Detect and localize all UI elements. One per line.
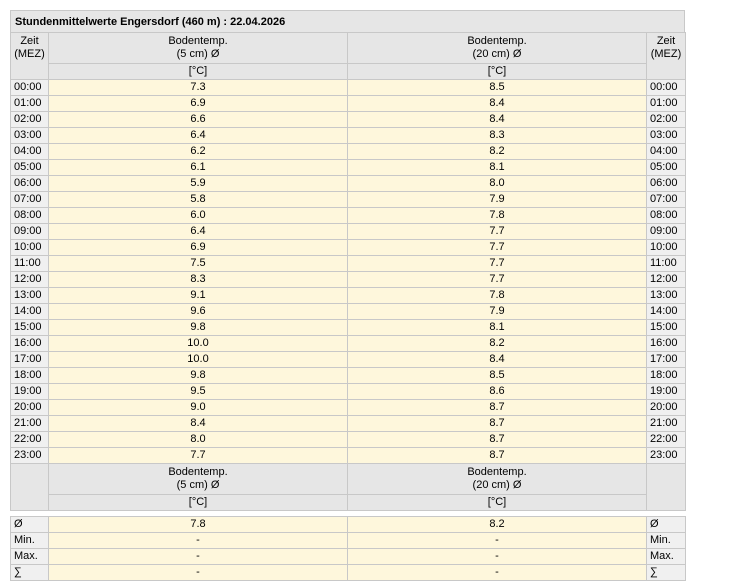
- footer-unit-5cm: [°C]: [49, 495, 348, 511]
- table-row: [11, 352, 686, 368]
- value-5cm: 6.0: [49, 208, 348, 224]
- unit-20cm: [°C]: [348, 64, 647, 80]
- col-header-20cm-title: Bodentemp.: [467, 35, 527, 47]
- value-20cm: 7.9: [348, 304, 647, 320]
- time-cell-right: 12:00: [647, 272, 686, 288]
- table-row: [11, 160, 686, 176]
- value-20cm: 8.7: [348, 416, 647, 432]
- time-cell: 07:00: [11, 192, 49, 208]
- time-cell: 22:00: [11, 432, 49, 448]
- value-5cm: 5.8: [49, 192, 348, 208]
- table-row: [11, 240, 686, 256]
- value-5cm: 6.1: [49, 160, 348, 176]
- footer-col-header-5cm-sub: (5 cm) Ø: [176, 479, 220, 491]
- time-zone-label: (MEZ): [14, 48, 45, 60]
- unit-5cm: [°C]: [49, 64, 348, 80]
- time-cell-right: 06:00: [647, 176, 686, 192]
- value-20cm: 8.1: [348, 320, 647, 336]
- value-5cm: 6.9: [49, 240, 348, 256]
- time-cell-right: 07:00: [647, 192, 686, 208]
- value-5cm: 8.0: [49, 432, 348, 448]
- time-cell-right: 03:00: [647, 128, 686, 144]
- time-cell-right: 08:00: [647, 208, 686, 224]
- time-cell-right: 16:00: [647, 336, 686, 352]
- time-cell: 15:00: [11, 320, 49, 336]
- value-5cm: 9.8: [49, 368, 348, 384]
- stat-value-20cm: -: [348, 549, 647, 565]
- footer-col-header-20cm-sub: (20 cm) Ø: [472, 479, 522, 491]
- time-cell: 14:00: [11, 304, 49, 320]
- footer-unit-20cm: [°C]: [348, 495, 647, 511]
- time-cell: 06:00: [11, 176, 49, 192]
- table-title: Stundenmittelwerte Engersdorf (460 m) : 22.04.2026: [10, 10, 685, 32]
- value-20cm: 8.5: [348, 368, 647, 384]
- stat-row: [11, 549, 686, 565]
- value-5cm: 10.0: [49, 352, 348, 368]
- time-cell: 08:00: [11, 208, 49, 224]
- value-20cm: 7.8: [348, 288, 647, 304]
- value-20cm: 7.7: [348, 256, 647, 272]
- value-5cm: 8.3: [49, 272, 348, 288]
- time-cell-right: 21:00: [647, 416, 686, 432]
- table-row: [11, 368, 686, 384]
- header-row: [11, 33, 686, 64]
- unit-row: [11, 64, 686, 80]
- value-20cm: 8.7: [348, 432, 647, 448]
- time-cell-right: 20:00: [647, 400, 686, 416]
- time-cell-right: 02:00: [647, 112, 686, 128]
- value-20cm: 8.1: [348, 160, 647, 176]
- value-20cm: 8.4: [348, 112, 647, 128]
- footer-col-header-5cm-title: Bodentemp.: [168, 466, 228, 478]
- table-row: [11, 80, 686, 96]
- table-row: [11, 224, 686, 240]
- time-cell: 02:00: [11, 112, 49, 128]
- time-label: Zeit: [656, 35, 676, 47]
- value-5cm: 6.4: [49, 128, 348, 144]
- col-header-5cm-sub: (5 cm) Ø: [176, 48, 220, 60]
- table-row: [11, 448, 686, 464]
- time-cell-right: 19:00: [647, 384, 686, 400]
- value-5cm: 8.4: [49, 416, 348, 432]
- value-20cm: 8.0: [348, 176, 647, 192]
- footer-col-header-20cm-title: Bodentemp.: [467, 466, 527, 478]
- value-5cm: 6.2: [49, 144, 348, 160]
- stat-value-20cm: -: [348, 533, 647, 549]
- value-20cm: 8.6: [348, 384, 647, 400]
- footer-header-row: [11, 464, 686, 495]
- time-cell-right: 01:00: [647, 96, 686, 112]
- value-20cm: 8.3: [348, 128, 647, 144]
- value-20cm: 8.2: [348, 144, 647, 160]
- value-20cm: 7.8: [348, 208, 647, 224]
- value-20cm: 8.2: [348, 336, 647, 352]
- footer-unit-row: [11, 495, 686, 511]
- value-5cm: 6.4: [49, 224, 348, 240]
- table-row: [11, 256, 686, 272]
- time-cell: 04:00: [11, 144, 49, 160]
- value-5cm: 9.1: [49, 288, 348, 304]
- table-row: [11, 112, 686, 128]
- value-5cm: 5.9: [49, 176, 348, 192]
- time-cell: 18:00: [11, 368, 49, 384]
- col-header-5cm-title: Bodentemp.: [168, 35, 228, 47]
- time-cell: 09:00: [11, 224, 49, 240]
- value-5cm: 7.3: [49, 80, 348, 96]
- table-row: [11, 320, 686, 336]
- time-cell-right: 09:00: [647, 224, 686, 240]
- table-row: [11, 128, 686, 144]
- time-cell-right: 22:00: [647, 432, 686, 448]
- time-cell-right: 15:00: [647, 320, 686, 336]
- value-20cm: 8.7: [348, 400, 647, 416]
- value-20cm: 7.7: [348, 240, 647, 256]
- time-header-right: [647, 33, 686, 80]
- stat-value-5cm: 7.8: [49, 517, 348, 533]
- hourly-table: [10, 32, 686, 581]
- time-cell: 05:00: [11, 160, 49, 176]
- stat-value-5cm: -: [49, 549, 348, 565]
- time-cell: 01:00: [11, 96, 49, 112]
- time-cell-right: 10:00: [647, 240, 686, 256]
- time-cell: 12:00: [11, 272, 49, 288]
- value-5cm: 6.9: [49, 96, 348, 112]
- value-5cm: 9.6: [49, 304, 348, 320]
- footer-header-blank-right: [647, 464, 686, 511]
- time-header-left: [11, 33, 49, 80]
- value-5cm: 9.0: [49, 400, 348, 416]
- time-cell: 10:00: [11, 240, 49, 256]
- data-table-container: [10, 10, 685, 581]
- value-5cm: 6.6: [49, 112, 348, 128]
- value-5cm: 9.5: [49, 384, 348, 400]
- time-cell: 19:00: [11, 384, 49, 400]
- time-cell-right: 17:00: [647, 352, 686, 368]
- col-header-20cm-sub: (20 cm) Ø: [472, 48, 522, 60]
- value-5cm: 7.5: [49, 256, 348, 272]
- time-cell: 21:00: [11, 416, 49, 432]
- time-cell: 17:00: [11, 352, 49, 368]
- time-cell-right: 05:00: [647, 160, 686, 176]
- time-cell-right: 14:00: [647, 304, 686, 320]
- stat-label: Min.: [11, 533, 49, 549]
- time-cell-right: 04:00: [647, 144, 686, 160]
- table-row: [11, 192, 686, 208]
- footer-header-blank-left: [11, 464, 49, 511]
- time-label: Zeit: [20, 35, 39, 47]
- time-cell-right: 23:00: [647, 448, 686, 464]
- time-cell: 03:00: [11, 128, 49, 144]
- stat-label-right: Max.: [647, 549, 686, 565]
- table-row: [11, 96, 686, 112]
- table-row: [11, 272, 686, 288]
- time-cell: 16:00: [11, 336, 49, 352]
- stat-row: [11, 533, 686, 549]
- value-20cm: 8.7: [348, 448, 647, 464]
- table-row: [11, 384, 686, 400]
- value-20cm: 7.9: [348, 192, 647, 208]
- time-cell-right: 11:00: [647, 256, 686, 272]
- table-row: [11, 176, 686, 192]
- table-row: [11, 208, 686, 224]
- footer-col-header-5cm: [49, 464, 348, 495]
- time-cell: 00:00: [11, 80, 49, 96]
- value-5cm: 7.7: [49, 448, 348, 464]
- table-row: [11, 416, 686, 432]
- stat-label-right: ∑: [647, 565, 686, 581]
- value-20cm: 7.7: [348, 272, 647, 288]
- stat-label-right: Ø: [647, 517, 686, 533]
- table-row: [11, 144, 686, 160]
- value-5cm: 9.8: [49, 320, 348, 336]
- table-row: [11, 304, 686, 320]
- stat-row: [11, 517, 686, 533]
- col-header-5cm: [49, 33, 348, 64]
- table-row: [11, 432, 686, 448]
- value-20cm: 8.4: [348, 352, 647, 368]
- stat-label: Ø: [11, 517, 49, 533]
- stat-value-20cm: 8.2: [348, 517, 647, 533]
- time-cell: 20:00: [11, 400, 49, 416]
- table-row: [11, 336, 686, 352]
- table-row: [11, 400, 686, 416]
- stat-value-5cm: -: [49, 533, 348, 549]
- col-header-20cm: [348, 33, 647, 64]
- time-cell: 13:00: [11, 288, 49, 304]
- stat-row: [11, 565, 686, 581]
- time-cell-right: 13:00: [647, 288, 686, 304]
- time-cell: 23:00: [11, 448, 49, 464]
- stat-value-5cm: -: [49, 565, 348, 581]
- value-20cm: 7.7: [348, 224, 647, 240]
- time-cell-right: 00:00: [647, 80, 686, 96]
- stat-label-right: Min.: [647, 533, 686, 549]
- time-zone-label: (MEZ): [650, 48, 682, 60]
- stat-label: ∑: [11, 565, 49, 581]
- stat-value-20cm: -: [348, 565, 647, 581]
- value-20cm: 8.5: [348, 80, 647, 96]
- value-5cm: 10.0: [49, 336, 348, 352]
- stat-label: Max.: [11, 549, 49, 565]
- table-row: [11, 288, 686, 304]
- time-cell: 11:00: [11, 256, 49, 272]
- value-20cm: 8.4: [348, 96, 647, 112]
- footer-col-header-20cm: [348, 464, 647, 495]
- time-cell-right: 18:00: [647, 368, 686, 384]
